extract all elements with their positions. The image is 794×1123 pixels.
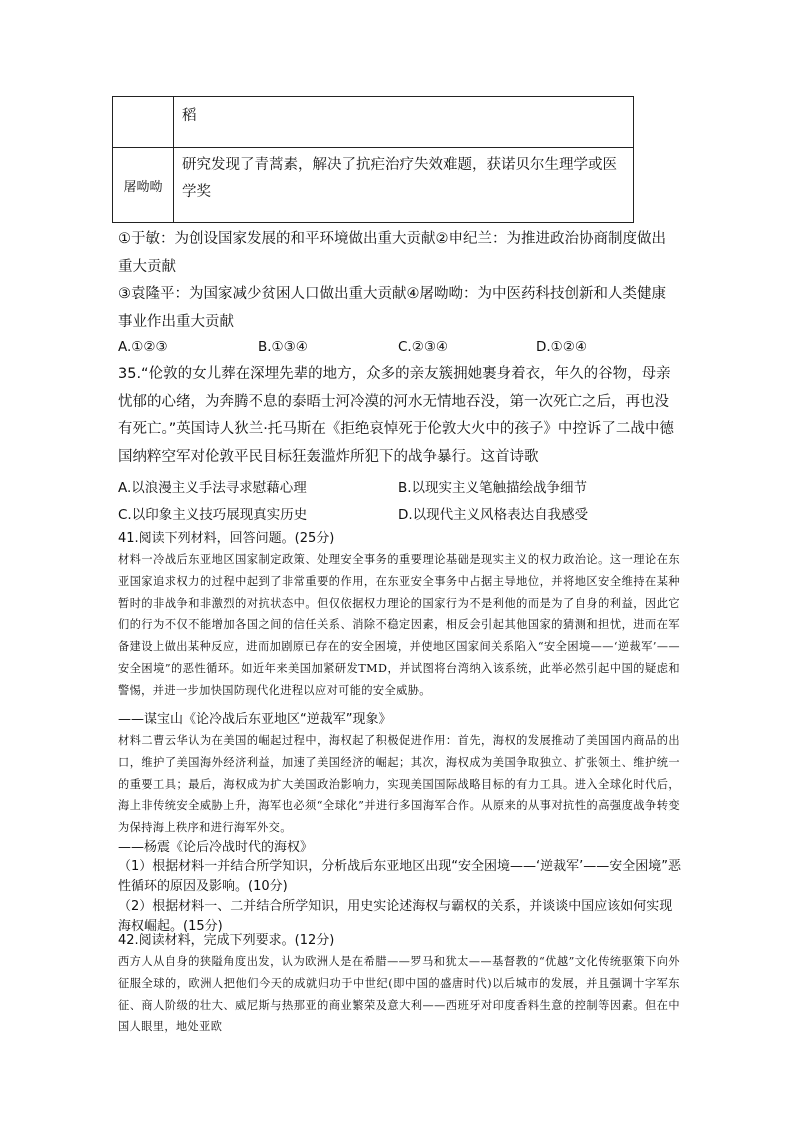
q34-option-a: A.①②③ [118,339,168,355]
q42-title: 42.阅读材料，完成下列要求。(12分) [118,933,335,948]
q41-title: 41.阅读下列材料，回答问题。(25分) [118,531,335,546]
q41-material-2: 材料二曹云华认为在美国的崛起过程中，海权起了积极促进作用：首先，海权的发展推动了美国国内商品的出口，维护了美国海外经济利益，加速了美国经济的崛起；其次，海权成为美国争取独立、扩张领土、维护统一的重要工具；最后，海权成为扩大美国政治影响力，实现美国国际战略目标的有力工具。进入全球化时代后，海上非传统安全威胁上升，海军也必须“全球化”并进行多国海军合作。从原来的从事对抗性的高强度战争转变为保持海上秩序和进行海军外交。 [118,734,680,835]
q35-options-row-2 [118,503,678,525]
q41-material-1: 材料一冷战后东亚地区国家制定政策、处理安全事务的重要理论基础是现实主义的权力政治论。这一理论在东亚国家追求权力的过程中起到了非常重要的作用，在东亚安全事务中占据主导地位，并将地区安全维持在某种暂时的非战争和非激烈的对抗状态中。但仅依据权力理论的国家行为不是利他的而是为了自身的利益，因此它们的行为不仅不能增加各国之间的信任关系、消除不稳定因素，相反会引起其他国家的猜测和担忧，进而在军备建设上做出某种反应，进而加剧原已存在的安全困境，并使地区国家间关系陷入“安全困境——‘逆裁军’——安全困境”的恶性循环。如近年来美国加紧研发TMD，并试图将台湾纳入该系统，此举必然引起中国的疑虑和警惕，并进一步加快国防现代化进程以应对可能的安全威胁。 [118,553,680,697]
q35-stem: 35.“伦敦的女儿葬在深埋先辈的地方，众多的亲友簇拥她裹身着衣，年久的谷物，母亲忧郁的心绪，为奔腾不息的泰晤士河冷漠的河水无情地吞没，第一次死亡之后，再也没有死亡。”英国诗人狄兰·托马斯在《拒绝哀悼死于伦敦大火中的孩子》中控诉了二战中德国纳粹空军对伦敦平民目标狂轰滥炸所犯下的战争暴行。这首诗歌 [118,366,674,465]
q34-statement-1: ①于敏：为创设国家发展的和平环境做出重大贡献②申纪兰：为推进政治协商制度做出重大贡献 [118,231,666,275]
table-cell-name [113,97,174,148]
table-row [113,97,634,148]
q34-option-b: B.①③④ [258,339,308,355]
q41-source-2: ——杨震《论后冷战时代的海权》 [118,840,314,855]
table-cell-desc: 稻 [174,97,634,148]
q35-option-d: D.以现代主义风格表达自我感受 [398,507,589,523]
table-cell-name: 屠呦呦 [113,148,174,223]
table-cell-desc: 研究发现了青蒿素，解决了抗疟治疗失效难题，获诺贝尔生理学或医学奖 [174,148,634,223]
laureate-table [112,96,634,223]
q34-options [118,339,678,361]
q34-option-c: C.②③④ [398,339,449,355]
q41-subquestion-1: （1）根据材料一并结合所学知识，分析战后东亚地区出现“安全困境——‘逆裁军’——安全困境”恶性循环的原因及影响。(10分) [118,859,682,894]
q35-option-c: C.以印象主义技巧展现真实历史 [118,507,308,523]
q42-material: 西方人从自身的狭隘角度出发，认为欧洲人是在希腊——罗马和犹太——基督教的“优越”文化传统驱策下向外征服全球的，欧洲人把他们今天的成就归功于中世纪(即中国的盛唐时代)以后城市的发展，并且强调十字军东征、商人阶级的壮大、威尼斯与热那亚的商业繁荣及意大利——西班牙对印度香料生意的控制等因素。但在中国人眼里，地处亚欧 [118,955,680,1034]
q41-subquestion-2: （2）根据材料一、二并结合所学知识，用史实论述海权与霸权的关系，并谈谈中国应该如何实现海权崛起。(15分) [118,899,673,934]
q35-option-b: B.以现实主义笔触描绘战争细节 [398,480,588,496]
q41-source-1: ——谋宝山《论冷战后东亚地区“逆裁军”现象》 [118,712,392,727]
q34-statement-2: ③袁隆平：为国家减少贫困人口做出重大贡献④屠呦呦：为中医药科技创新和人类健康事业作出重大贡献 [118,286,666,330]
q35-options-row-1 [118,476,678,498]
table-row [113,148,634,223]
q34-option-d: D.①②④ [536,339,587,355]
q35-option-a: A.以浪漫主义手法寻求慰藉心理 [118,480,307,496]
